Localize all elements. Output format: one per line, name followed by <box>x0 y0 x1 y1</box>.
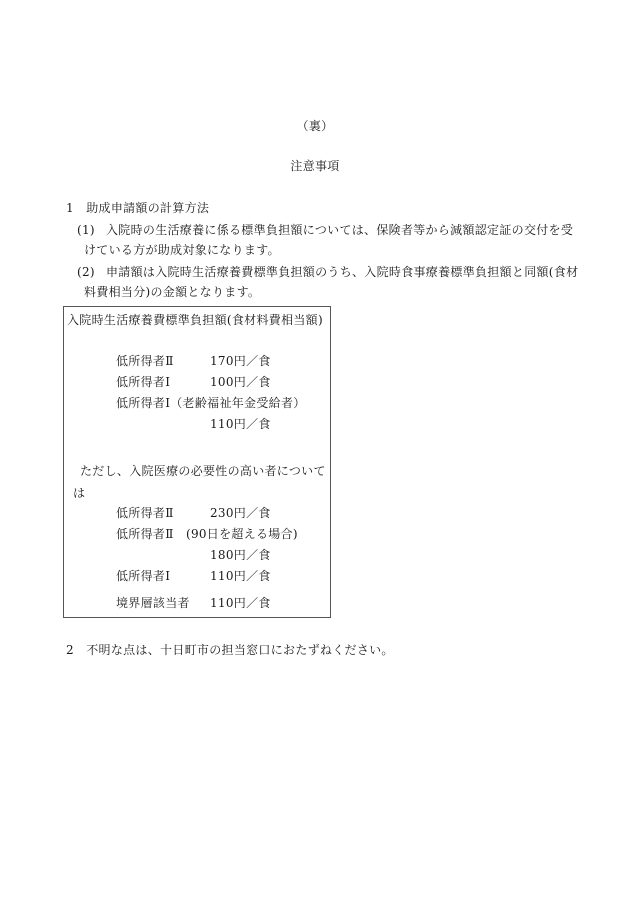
rate-table-box <box>63 306 331 618</box>
section1-item1-line1: 入院時の生活療養に係る標準負担額については、保険者等から減額認定証の交付を受 <box>106 223 574 237</box>
section1-item2-line2: 料費相当分)の金額となります。 <box>84 285 261 299</box>
rate-amount: 100円／食 <box>210 375 271 389</box>
rate-note-line2: は <box>73 486 86 500</box>
rate-amount: 180円／食 <box>210 548 271 562</box>
rate-note-line1: ただし、入院医療の必要性の高い者について <box>80 464 326 478</box>
section1-item2-number: (2) <box>77 265 95 279</box>
section1-heading: 1 助成申請額の計算方法 <box>66 201 210 215</box>
rate-label: 低所得者Ⅰ <box>116 375 171 389</box>
side-label: （裏） <box>296 119 334 133</box>
section1-item1-number: (1) <box>77 223 95 237</box>
rate-label: 低所得者Ⅱ (90日を超える場合) <box>116 527 298 541</box>
rate-amount: 230円／食 <box>210 506 271 520</box>
rate-amount: 110円／食 <box>210 596 271 610</box>
rate-amount: 110円／食 <box>210 417 271 431</box>
rate-label: 低所得者Ⅱ <box>116 354 174 368</box>
rate-amount: 110円／食 <box>210 569 271 583</box>
rate-table-title: 入院時生活療養費標準負担額(食材料費相当額) <box>67 313 323 327</box>
section1-item2-line1: 申請額は入院時生活療養費標準負担額のうち、入院時食事療養標準負担額と同額(食材 <box>106 265 579 279</box>
rate-label: 低所得者Ⅱ <box>116 506 174 520</box>
rate-label: 低所得者Ⅰ <box>116 569 171 583</box>
page-title: 注意事項 <box>290 159 340 173</box>
rate-amount: 170円／食 <box>210 354 271 368</box>
rate-label: 境界層該当者 <box>116 596 190 610</box>
section1-item1-line2: けている方が助成対象になります。 <box>84 243 280 257</box>
section2-text: 2 不明な点は、十日町市の担当窓口におたずねください。 <box>66 643 394 657</box>
rate-label: 低所得者Ⅰ（老齢福祉年金受給者） <box>116 396 306 410</box>
